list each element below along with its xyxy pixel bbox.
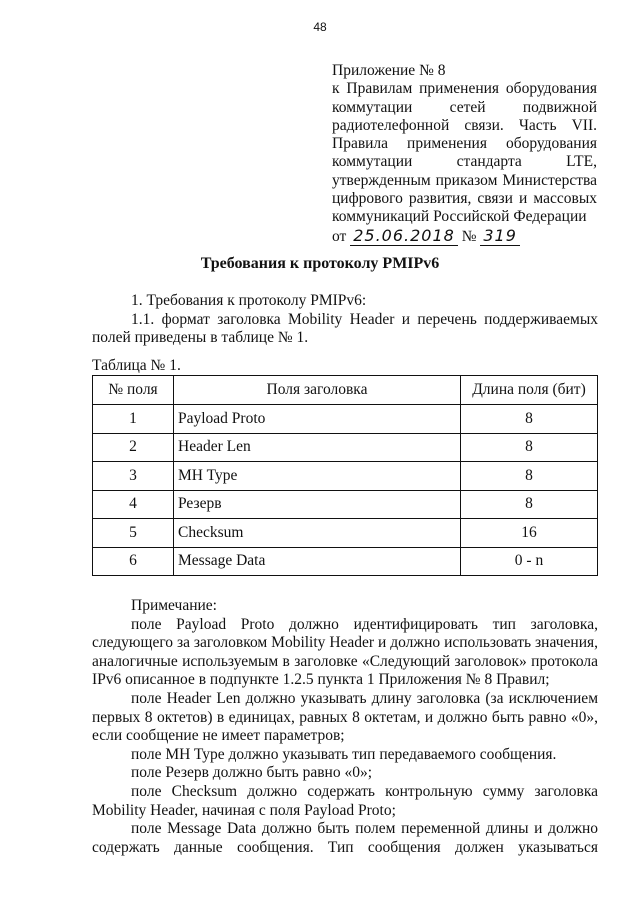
column-header: Поля заголовка bbox=[174, 376, 461, 405]
cell-field: MH Type bbox=[174, 462, 461, 491]
appendix-line: коммуникаций Российской Федерации bbox=[332, 208, 587, 226]
table-row bbox=[93, 519, 598, 548]
appendix-line: радиотелефонной связи. Часть VII. bbox=[332, 116, 597, 134]
appendix-line: к Правилам применения оборудования bbox=[332, 80, 597, 98]
handwritten-date: 25.06.2018 bbox=[350, 226, 458, 246]
note-paragraph: поле Header Len должно указывать длину заголовка (за исключением первых 8 октетов) в единицах, равных 8 октетам, и должно быть равно «0», если сообщение не имеет параметров; bbox=[92, 689, 598, 745]
note-paragraph: поле Checksum должно содержать контрольную сумму заголовка Mobility Header, начиная с поля Payload Proto; bbox=[92, 782, 598, 819]
cell-number: 5 bbox=[93, 519, 174, 548]
number-prefix: № bbox=[461, 227, 477, 245]
cell-field: Header Len bbox=[174, 433, 461, 462]
cell-length: 0 - n bbox=[461, 547, 598, 576]
appendix-line: цифрового развития, связи и массовых bbox=[332, 190, 597, 208]
notes-section bbox=[92, 597, 598, 857]
table-row bbox=[93, 433, 598, 462]
order-date-number bbox=[332, 227, 597, 246]
table-caption: Таблица № 1. bbox=[92, 357, 181, 374]
appendix-header bbox=[332, 62, 597, 246]
cell-field: Payload Proto bbox=[174, 405, 461, 434]
appendix-title: Приложение № 8 bbox=[332, 62, 446, 79]
cell-number: 6 bbox=[93, 547, 174, 576]
appendix-line: утвержденным приказом Министерства bbox=[332, 171, 597, 189]
table-row bbox=[93, 405, 598, 434]
cell-field: Резерв bbox=[174, 490, 461, 519]
section-1 bbox=[92, 292, 598, 348]
cell-number: 4 bbox=[93, 490, 174, 519]
cell-field: Message Data bbox=[174, 547, 461, 576]
table-row bbox=[93, 547, 598, 576]
appendix-line: коммутации стандарта LTE, bbox=[332, 153, 597, 171]
section-item: 1.1. формат заголовка Mobility Header и перечень поддерживаемых полей приведены в таблице № 1. bbox=[92, 310, 598, 347]
cell-length: 8 bbox=[461, 433, 598, 462]
appendix-line: Правила применения оборудования bbox=[332, 135, 597, 153]
document-title: Требования к протоколу PMIPv6 bbox=[200, 255, 440, 272]
note-paragraph: поле Резерв должно быть равно «0»; bbox=[131, 764, 372, 782]
table-row bbox=[93, 490, 598, 519]
note-paragraph: поле Payload Proto должно идентифицировать тип заголовка, следующего за заголовком Mobility Header и должно использовать значения, аналогичные используемым в заголовке «Следующий заголовок» протокола IPv6 описанное в подпункте 1.2.5 пункта 1 Приложения № 8 Правил; bbox=[92, 615, 598, 689]
cell-length: 16 bbox=[461, 519, 598, 548]
table-row bbox=[93, 462, 598, 491]
cell-field: Checksum bbox=[174, 519, 461, 548]
table-header-row bbox=[93, 376, 598, 405]
column-header: № поля bbox=[93, 376, 174, 405]
date-prefix: от bbox=[332, 227, 347, 245]
notes-heading: Примечание: bbox=[131, 597, 217, 614]
page-number: 48 bbox=[313, 20, 327, 34]
cell-number: 2 bbox=[93, 433, 174, 462]
note-paragraph: поле MH Type должно указывать тип передаваемого сообщения. bbox=[131, 745, 557, 763]
column-header: Длина поля (бит) bbox=[461, 376, 598, 405]
cell-length: 8 bbox=[461, 462, 598, 491]
cell-length: 8 bbox=[461, 405, 598, 434]
cell-number: 3 bbox=[93, 462, 174, 491]
section-heading: 1. Требования к протоколу PMIPv6: bbox=[131, 292, 367, 309]
cell-length: 8 bbox=[461, 490, 598, 519]
note-paragraph: поле Message Data должно быть полем переменной длины и должно содержать данные сообщения. Тип сообщения должен указываться bbox=[92, 820, 598, 856]
mobility-header-table bbox=[92, 375, 598, 576]
handwritten-number: 319 bbox=[480, 226, 520, 246]
cell-number: 1 bbox=[93, 405, 174, 434]
appendix-line: коммутации сетей подвижной bbox=[332, 98, 597, 116]
